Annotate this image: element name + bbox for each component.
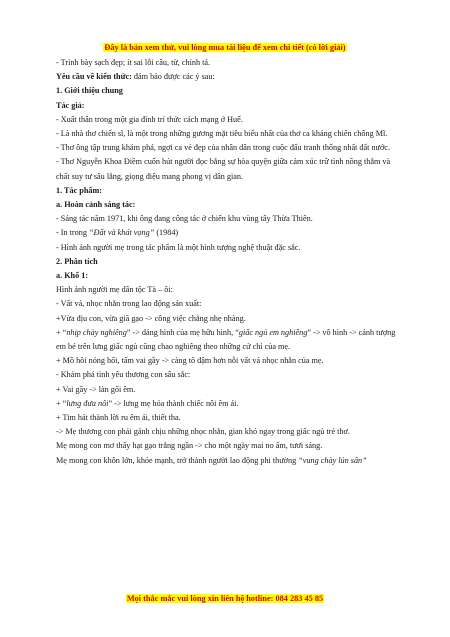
book-title: “Đất và khát vọng” [88, 228, 155, 238]
analysis-line: +Vừa địu con, vừa giã gạo -> công việc chẳng nhẹ nhàng. [56, 313, 246, 323]
text-part: ” -> dáng hình của mẹ hữu hình, “ [126, 327, 239, 337]
analysis-line: Mẹ mong con mơ thấy hạt gạo trắng ngần -> cho một ngày mai no ấm, tươi sáng. [56, 441, 323, 451]
intro-line: - Trình bày sạch đẹp; ít sai lỗi câu, từ, chính tả. [56, 58, 211, 67]
text-part: + “ [56, 398, 67, 408]
context-item: - Hình ảnh người mẹ trong tác phẩm là một hình tượng nghệ thuật đặc sắc. [56, 242, 301, 252]
author-item: - Là nhà thơ chiến sĩ, là một trong những gương mặt tiêu biểu nhất của thơ ca kháng chiến chống Mĩ. [56, 129, 388, 139]
section-heading-intro: 1. Giới thiệu chung [56, 86, 123, 96]
text-part: Mẹ mong con khôn lớn, khỏe mạnh, trở thành người lao động phi thường [56, 455, 299, 465]
hotline-banner [0, 594, 450, 603]
text-part: ” -> vô hình -> cảnh tượng em bé trên lưng giấc ngủ cũng chao nghiêng theo những cử chỉ của mẹ. [56, 327, 396, 352]
analysis-line: - Vất vả, nhọc nhằn trong lao động sản xuất: [56, 299, 202, 309]
context-item: - Sáng tác năm 1971, khi ông đang công tác ở chiến khu vùng tây Thừa Thiên. [56, 214, 313, 224]
section-heading-analysis: 2. Phân tích [56, 256, 98, 266]
author-item: - Xuất thân trong một gia đình trí thức cách mạng ở Huế. [56, 114, 243, 124]
work-heading: 1. Tác phẩm: [56, 185, 103, 195]
context-item [56, 226, 396, 240]
author-item: - Thơ Nguyễn Khoa Điềm cuốn hút người đọc bằng sự hòa quyện giữa cảm xúc trữ tình nồng thắm và chất suy tư sâu lắng, giọng điệu mang phong vị dân gian. [56, 157, 391, 181]
analysis-line: - Khám phá tình yêu thương con sâu sắc: [56, 370, 191, 380]
analysis-line [56, 397, 396, 411]
quote-text: giấc ngủ em nghiêng [238, 327, 308, 337]
hotline-text: Mọi thắc mắc vui lòng xin liên hệ hotline: 084 283 45 85 [126, 594, 324, 603]
preview-notice-banner [0, 43, 450, 52]
quote-text: lưng đưa nôi [66, 398, 109, 408]
analysis-line: Hình ảnh người mẹ dân tộc Tà – ôi: [56, 285, 173, 295]
document-body [56, 56, 396, 468]
analysis-line: + Vai gầy -> làn gối êm. [56, 384, 136, 394]
context-heading: a. Hoàn cảnh sáng tác: [56, 200, 136, 210]
quote-text: “vung chày lún sân” [298, 455, 367, 465]
author-item: - Thơ ông tập trung khám phá, ngợi ca vẻ đẹp của nhân dân trong cuộc đấu tranh thống nhất đất nước. [56, 143, 390, 153]
author-heading: Tác giả: [56, 100, 85, 110]
analysis-line: + Mồ hôi nóng hổi, tấm vai gầy -> càng tô đậm hơn nỗi vất vả nhọc nhằn của mẹ. [56, 356, 324, 366]
requirement-line [56, 70, 396, 84]
text-part: ” -> lưng mẹ hóa thành chiếc nôi êm ái. [108, 398, 239, 408]
requirement-text: đảm bảo được các ý sau: [131, 72, 215, 82]
analysis-line: -> Mẹ thương con phải gánh chịu những nhọc nhằn, gian khó ngay trong giấc ngủ trẻ thơ. [56, 427, 350, 437]
stanza-heading: a. Khổ 1: [56, 271, 89, 281]
analysis-line [56, 454, 396, 468]
context-item-prefix: - In trong [56, 228, 89, 238]
requirement-label: Yêu cầu về kiến thức: [56, 72, 132, 82]
text-part: + “ [56, 327, 67, 337]
quote-text: nhịp chày nghiêng [66, 327, 127, 337]
analysis-line [56, 326, 396, 354]
context-item-suffix: (1984) [154, 228, 179, 238]
analysis-line: + Tim hát thành lời ru êm ái, thiết tha. [56, 413, 181, 423]
preview-notice-text: Đây là bản xem thử, vui lòng mua tài liệu để xem chi tiết (có lời giải) [104, 43, 346, 52]
